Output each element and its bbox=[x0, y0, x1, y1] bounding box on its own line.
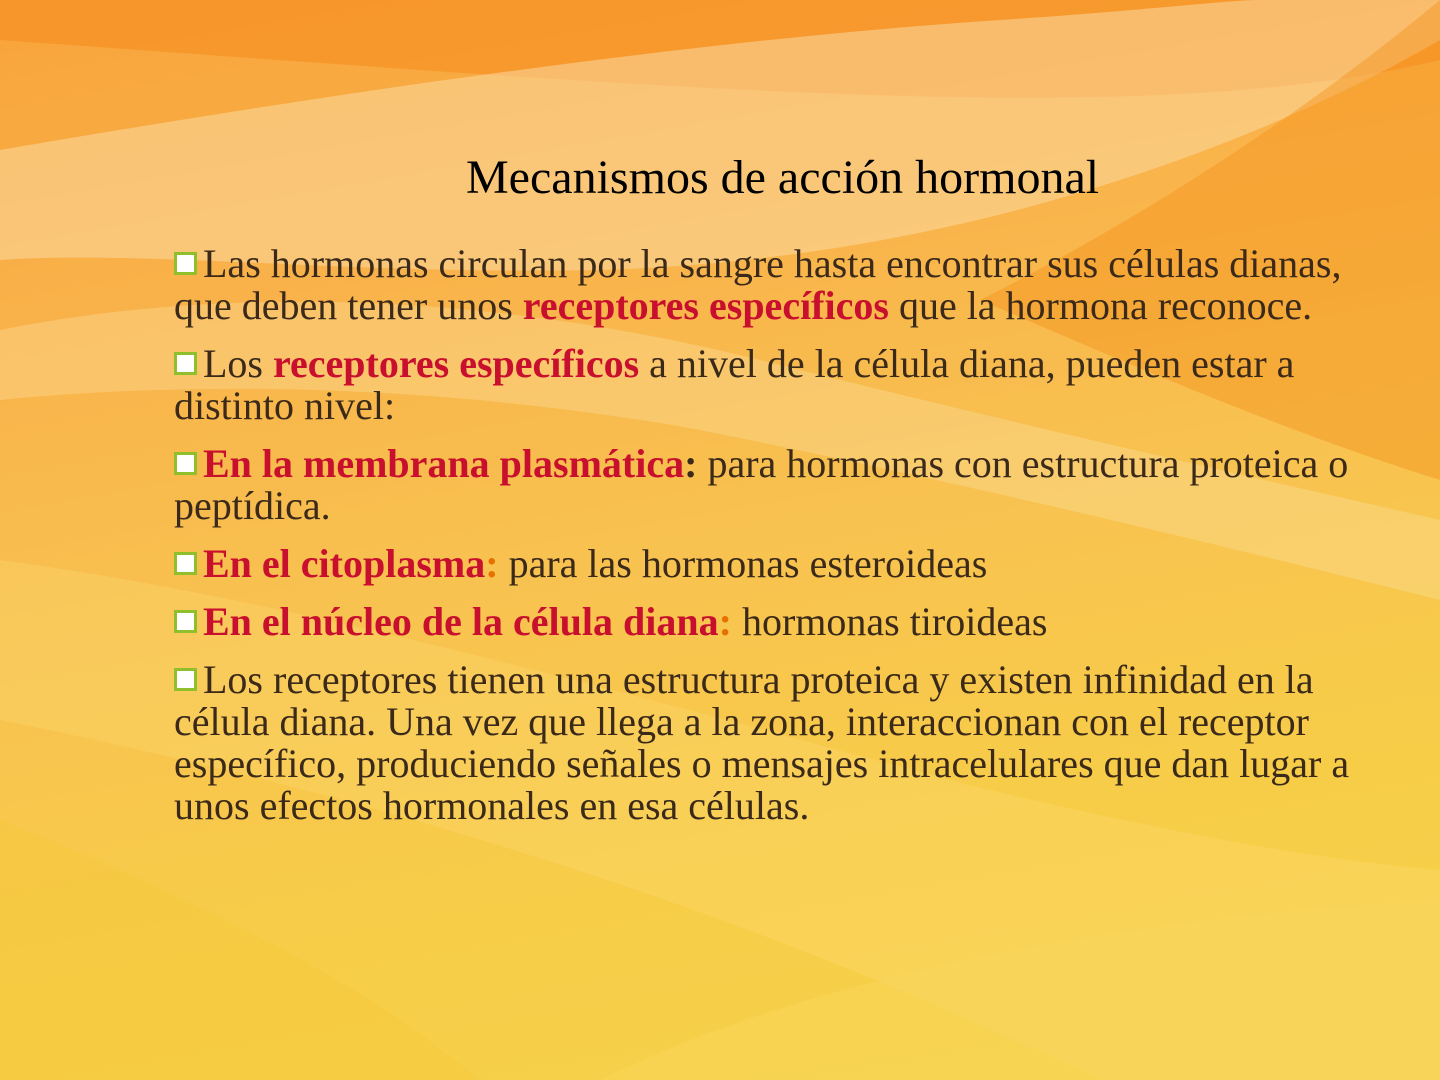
colon-separator: : bbox=[485, 541, 499, 586]
list-item bbox=[174, 659, 1364, 827]
list-item bbox=[174, 343, 1364, 427]
paragraph-text: para hormonas con estructura proteica o peptídica. bbox=[174, 441, 1349, 528]
square-bullet-icon bbox=[174, 552, 197, 575]
highlight-text: receptores específicos bbox=[522, 283, 889, 328]
list-item bbox=[174, 443, 1364, 527]
highlight-text: En el citoplasma bbox=[203, 541, 486, 586]
paragraph-text: Las hormonas circulan por la sangre hasta encontrar sus células dianas, que deben tener unos bbox=[174, 241, 1342, 328]
colon-separator: : bbox=[718, 599, 732, 644]
list-item bbox=[174, 601, 1364, 643]
paragraph-text: Los receptores tienen una estructura proteica y existen infinidad en la célula diana. Una vez que llega a la zona, interaccionan con el receptor específico, produciendo señales o mensajes intracelulares que dan lugar a unos efectos hormonales en esa células. bbox=[174, 657, 1350, 828]
slide-title: Mecanismos de acción hormonal bbox=[466, 151, 1100, 204]
paragraph-text: para las hormonas esteroideas bbox=[498, 541, 988, 586]
list-item bbox=[174, 243, 1364, 327]
colon-separator: : bbox=[684, 441, 698, 486]
square-bullet-icon bbox=[174, 252, 197, 275]
paragraph-text: a nivel de la célula diana, pueden estar a distinto nivel: bbox=[174, 341, 1295, 428]
list-item bbox=[174, 543, 1364, 585]
paragraph-text: hormonas tiroideas bbox=[731, 599, 1048, 644]
paragraph-text: Los bbox=[203, 341, 273, 386]
square-bullet-icon bbox=[174, 452, 197, 475]
square-bullet-icon bbox=[174, 352, 197, 375]
highlight-text: En el núcleo de la célula diana bbox=[203, 599, 719, 644]
paragraph-text: que la hormona reconoce. bbox=[888, 283, 1313, 328]
square-bullet-icon bbox=[174, 610, 197, 633]
highlight-text: receptores específicos bbox=[273, 341, 640, 386]
square-bullet-icon bbox=[174, 668, 197, 691]
bullet-list bbox=[174, 243, 1364, 843]
highlight-text: En la membrana plasmática bbox=[203, 441, 685, 486]
